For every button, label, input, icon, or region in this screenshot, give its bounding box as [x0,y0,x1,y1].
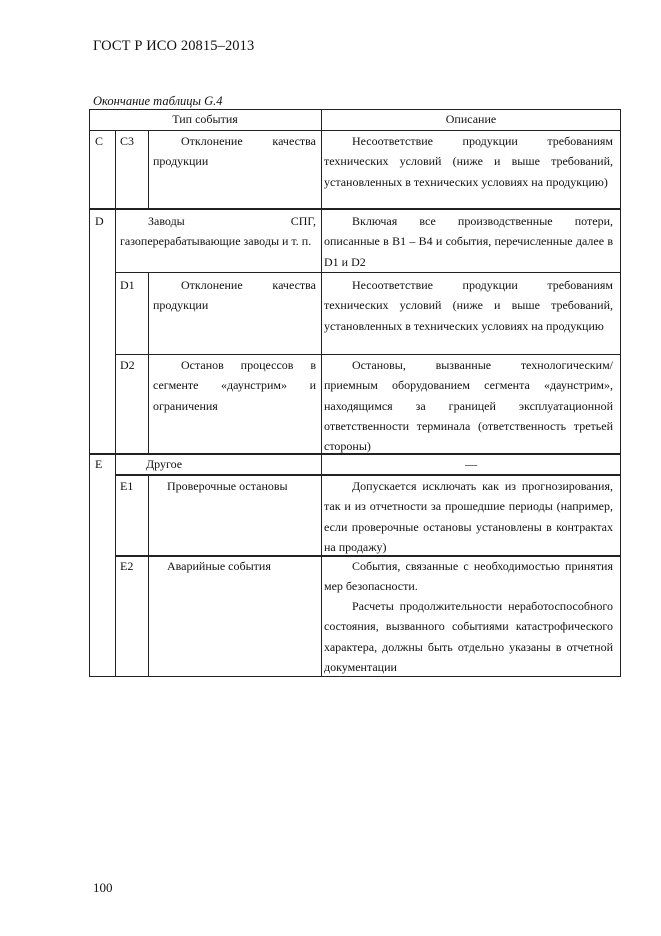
document-header: ГОСТ Р ИСО 20815–2013 [93,38,255,54]
page-number: 100 [93,880,113,895]
table-left-border [89,109,90,677]
event-description: Остановы, вызванные технологическим/ приемным оборудованием сегмента «даунстрим», находящимся за границей эксплуатационной ответственности терминала (ответственность третьей стороны) [324,358,613,454]
event-type: Останов процессов в сегменте «даунстрим» и ограничения [153,358,316,413]
event-code: E2 [120,559,134,573]
row-separator [89,208,621,210]
description-column-border [321,109,322,677]
event-description-continued: Расчеты продолжительности неработоспособного состояния, вызванного событиями катастрофического характера, должны быть отдельно указаны в отчетной документации [324,599,613,674]
event-type: Проверочные остановы [167,479,288,493]
group-code: E [95,457,103,471]
event-code: C3 [120,134,135,148]
event-type: Отклонение качества продукции [153,278,316,313]
event-code: E1 [120,479,134,493]
event-code: D2 [120,358,135,372]
group-code: C [95,134,104,148]
group-column-border [115,130,116,677]
event-type: Отклонение качества продукции [153,134,316,169]
column-header-description: Описание [445,112,497,126]
event-description: Допускается исключать как из прогнозирования, так и из отчетности за прошедшие периоды (например, если проверочные остановы установлены в контрактах на продажу) [324,479,613,554]
event-description: Несоответствие продукции требованиям технических условий (ниже и выше требований, установленных в технических условиях на продукцию) [324,134,613,189]
code-column-border [148,272,149,454]
event-description: — [465,457,477,471]
group-code: D [95,214,104,228]
event-type: Аварийные события [167,559,271,573]
events-table [89,109,621,677]
event-type: Другое [146,457,183,471]
event-type: Заводы СПГ, газоперерабатывающие заводы и т. п. [120,214,316,249]
row-separator [115,272,621,273]
event-description: Несоответствие продукции требованиям технических условий (ниже и выше требований, установленных в технических условиях на продукцию [324,278,613,333]
event-description: Включая все производственные потери, описанные в B1 – B4 и события, перечисленные далее в D1 и D2 [324,214,613,269]
event-description: События, связанные с необходимостью принятия мер безопасности. [324,559,613,594]
code-column-border [148,474,149,677]
table-caption: Окончание таблицы G.4 [93,94,223,108]
code-column-border [148,130,149,209]
event-code: D1 [120,278,135,292]
column-header-type: Тип события [172,112,238,126]
table-right-border [620,109,621,677]
